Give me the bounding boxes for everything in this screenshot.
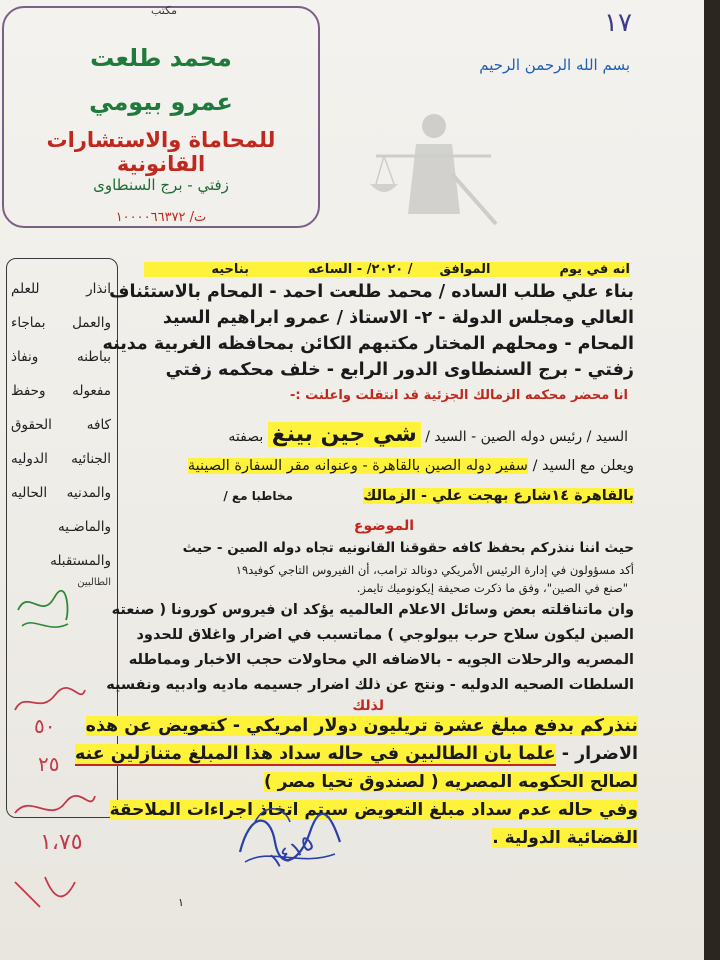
office-address: زفتي - برج السنطاوى [93,176,229,194]
demand-line [86,716,638,736]
demand-line [264,772,638,792]
addressee-title: السيد / رئيس دوله الصين - السيد / [425,429,628,445]
body-line: العالي ومجلس الدولة - ٢- الاستاذ / عمرو ابراهيم السيد [162,308,634,328]
waiver-clause: علما بان الطالبين في حاله سداد هذا المبلغ متنازلين عنه [74,744,556,764]
red-note: ١،٧٥ [40,830,83,855]
sidebar-line: والمدنيه الحاليه [11,485,111,501]
basmala: بسم الله الرحمن الرحيم [479,56,630,74]
justice-watermark-icon [356,104,506,234]
stamp-number: ١٤١٥ [264,830,319,875]
paragraph-line: وان ماتناقلته بعض وسائل الاعلام العالميه يؤكد ان فيروس كورونا ( صنعته [111,602,634,618]
demand-line [110,800,638,820]
page-number: ١٧ [604,8,632,38]
office-label: مكتب [150,4,178,17]
date-agreed: الموافق [439,262,491,277]
body-line: بناء علي طلب الساده / محمد طلعت احمد - المحام بالاستئناف [109,282,634,302]
legal-action-end: القضائية الدولية . [492,828,638,848]
ambassador-prefix: ويعلن مع السيد / [532,458,634,474]
therefore-heading: لذلك [352,698,384,714]
sidebar-line: مفعوله وحفظ [11,383,111,399]
sidebar-line: والماضـيه [57,519,111,535]
lawyer-name-1: محمد طلعت [90,44,232,72]
date-prefix: انه في يوم [559,262,630,277]
red-note: ٥٠ [34,714,56,738]
embassy-address: بالقاهرة ١٤شارع بهجت علي - الزمالك [363,488,634,504]
date-value: / ٢٠٢٠/ - الساعه [308,262,413,277]
lawyer-name-2: عمرو بيومي [89,88,233,116]
sidebar-line: والمستقبله [50,553,111,569]
paragraph-line: المصريه والرحلات الجويه - بالاضافه الي محاولات حجب الاخبار ومماطله [128,652,634,668]
red-scribble-icon [10,872,80,912]
served-with: مخاطبا مع / [223,489,293,503]
date-line [144,262,630,277]
body-line: زفتي - برج السنطاوى الدور الرابع - خلف محكمه زفتي [165,360,634,380]
office-header-box [2,6,320,228]
paragraph-line: أكد مسؤولون في إدارة الرئيس الأمريكي دونالد ترامب، أن الفيروس التاجي كوفيد١٩ [235,563,634,577]
date-at: بناحيه [211,262,249,277]
sidebar-line: كافه الحقوق [11,417,111,433]
office-type: للمحاماة والاستشارات القانونية [46,128,276,176]
ambassador-address: سفير دوله الصين بالقاهرة - وعنوانه مقر السفارة الصينية [187,458,528,474]
subject-heading: الموضوع [353,518,414,534]
legal-action: وفي حاله عدم سداد مبلغ التعويض سيتم اتخاذ اجراءات الملاحقة [109,800,638,820]
ambassador-line [188,458,634,474]
addressee-name: شي جين بينغ [268,422,421,447]
demand-line [75,744,638,764]
demand-line [492,828,638,848]
paragraph-line: "صنع في الصين"، وفق ما ذكرت صحيفة إيكونوميك تايمز. [356,581,628,595]
footer-mark: ١ [178,896,184,909]
sidebar-line: بباطنه ونفاذ [11,349,111,365]
beneficiary: لصالح الحكومه المصريه ( لصندوق تحيا مصر ) [263,772,638,792]
damages-word: الاضرار - [561,744,638,764]
addressee-line [228,422,628,447]
bailiff-line: انا محضر محكمه الزمالك الجزئية قد انتقلت واعلنت :- [290,388,628,403]
paragraph-line: حيث اننا ننذركم بحفظ كافه حقوقنا القانونيه تجاه دوله الصين - حيث [182,540,634,556]
addressee-capacity: بصفته [228,429,264,445]
sidebar-line: الجنائيه الدوليه [11,451,111,467]
sidebar-signer: الطالبين [77,577,111,588]
address-line [223,488,634,504]
body-line: المحام - ومحلهم المختار مكتبهم الكائن بمحافظه الغربية مدينه [102,334,634,354]
paragraph-line: السلطات الصحيه الدوليه - ونتج عن ذلك اضرار جسيمه ماديه وادبيه ونفسيه [106,677,634,693]
green-signature-icon [14,580,74,640]
red-note: ٢٥ [38,752,60,776]
office-phone: ت/ ١٠٠٠٠٦٦٣٧٢ [115,210,207,225]
paragraph-line: الصين ليكون سلاح حرب بيولوجي ) مماتسبب في اضرار واغلاق للحدود [136,627,634,643]
sidebar-line: والعمل بماجاء [11,315,111,331]
red-scribble-icon [10,788,100,828]
red-handwritten-notes [10,680,90,855]
demand-amount: ننذركم بدفع مبلغ عشرة تريليون دولار امريكي - كتعويض عن هذه [85,716,638,736]
sidebar-line: انذار للعلم [11,281,111,297]
